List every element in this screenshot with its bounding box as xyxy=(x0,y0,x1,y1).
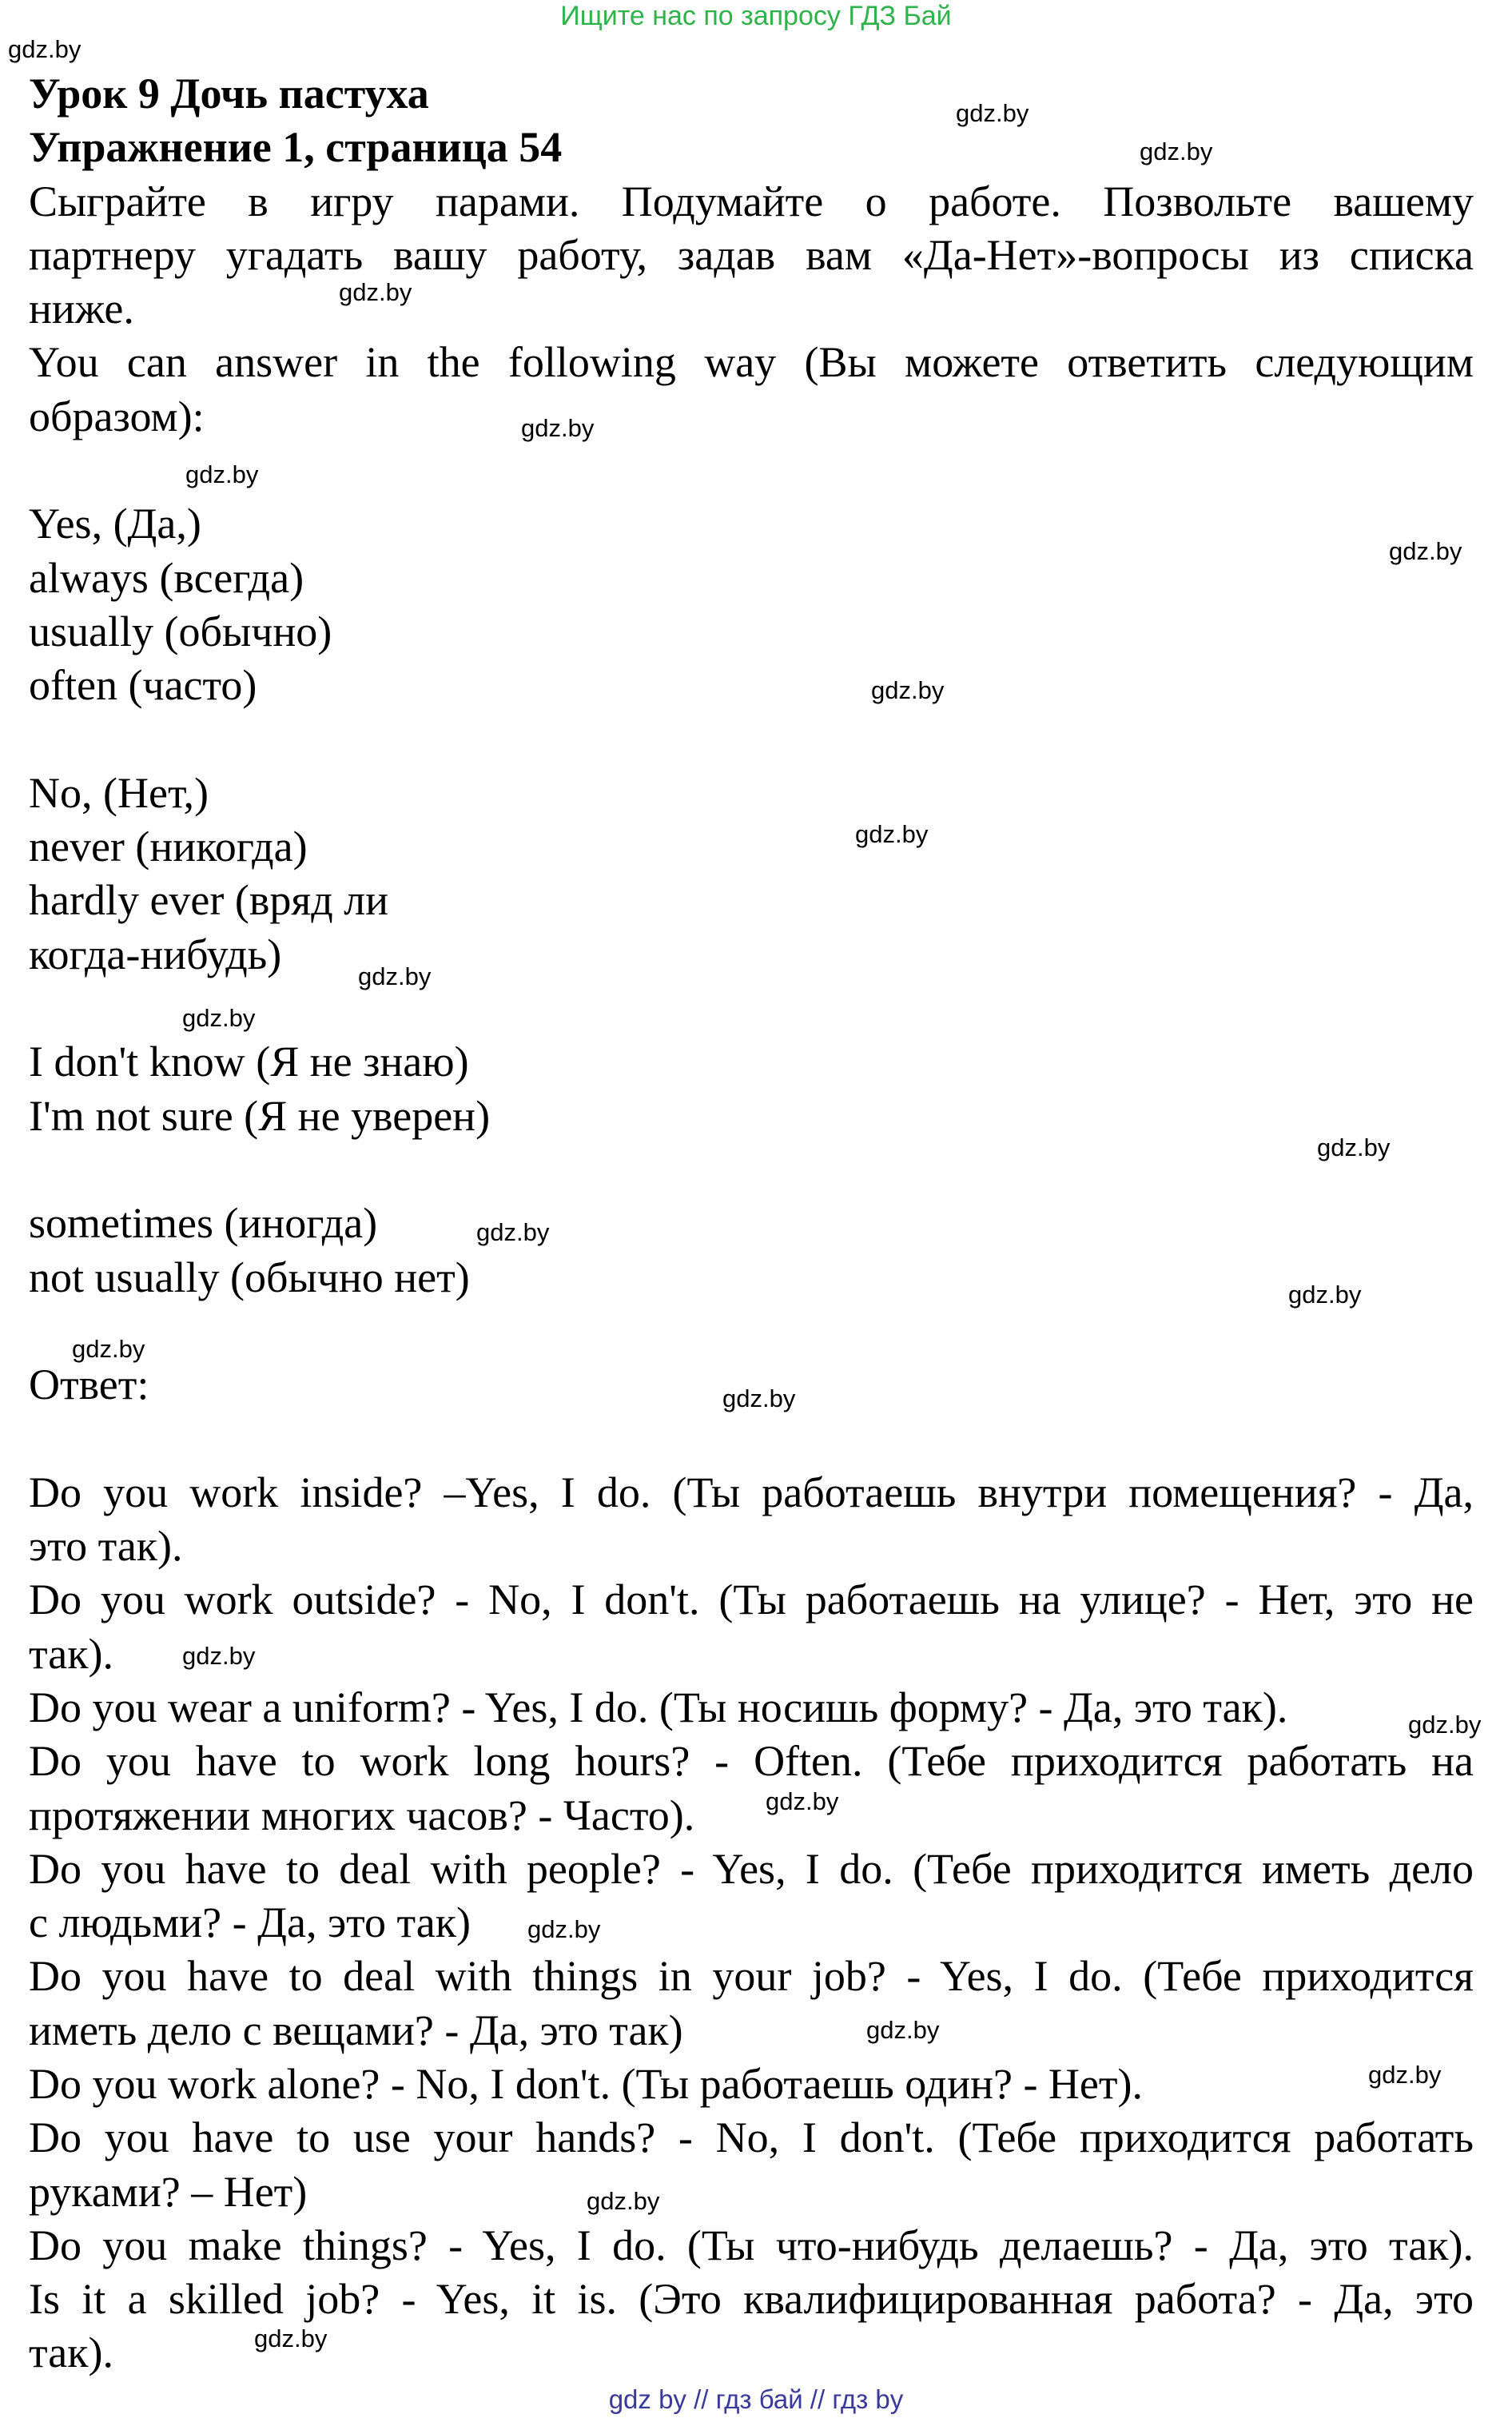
answer-line: Do you work alone? - No, I don't. (Ты работаешь один? - Нет). xyxy=(29,2059,1143,2108)
answer-option: Yes, (Да,) xyxy=(29,500,201,548)
answer-line: так). xyxy=(29,1629,113,1678)
answer-line: с людьми? - Да, это так) xyxy=(29,1898,471,1947)
lesson-title: Урок 9 Дочь пастуха xyxy=(29,70,429,118)
instruction-line: Сыграйте в игру парами. Подумайте о работе. Позвольте вашему xyxy=(29,177,1474,225)
answer-line: Do you have to use your hands? - No, I don't. (Тебе приходится работать xyxy=(29,2113,1474,2162)
answer-line: иметь дело с вещами? - Да, это так) xyxy=(29,2006,683,2054)
watermark-text: gdz.by xyxy=(527,1915,601,1943)
watermark-text: gdz.by xyxy=(72,1335,145,1363)
footer-links: gdz by // гдз бай // гдз by xyxy=(608,2384,904,2414)
answer-option: hardly ever (вряд ли xyxy=(29,876,389,925)
answer-option: I don't know (Я не знаю) xyxy=(29,1038,469,1086)
answer-line: Do you have to deal with things in your job? - Yes, I do. (Тебе приходится xyxy=(29,1952,1474,2001)
watermark-text: gdz.by xyxy=(871,676,945,704)
answer-label: Ответ: xyxy=(29,1360,149,1409)
answer-line: протяжении многих часов? - Часто). xyxy=(29,1791,695,1839)
watermark-text: gdz.by xyxy=(1389,537,1462,565)
watermark-text: gdz.by xyxy=(476,1218,550,1246)
watermark-text: gdz.by xyxy=(956,99,1029,127)
watermark-text: gdz.by xyxy=(8,35,82,63)
answer-line: так). xyxy=(29,2328,113,2377)
watermark-text: gdz.by xyxy=(182,1004,256,1032)
watermark-text: gdz.by xyxy=(722,1384,796,1412)
watermark-text: gdz.by xyxy=(1317,1133,1391,1161)
watermark-text: gdz.by xyxy=(339,278,412,306)
answer-line: это так). xyxy=(29,1522,183,1571)
watermark-text: gdz.by xyxy=(358,962,432,990)
document-body xyxy=(29,67,1474,2380)
exercise-title: Упражнение 1, страница 54 xyxy=(29,123,563,172)
answer-line: Do you make things? - Yes, I do. (Ты что-нибудь делаешь? - Да, это так). xyxy=(29,2221,1474,2269)
answer-line: Do you have to deal with people? - Yes, I do. (Тебе приходится иметь дело xyxy=(29,1844,1474,1893)
watermark-text: gdz.by xyxy=(254,2324,328,2352)
answer-line: Is it a skilled job? - Yes, it is. (Это квалифицированная работа? - Да, это xyxy=(29,2275,1474,2324)
answer-option: not usually (обычно нет) xyxy=(29,1253,470,1301)
watermark-text: gdz.by xyxy=(1408,1711,1482,1739)
watermark-text: gdz.by xyxy=(185,460,259,488)
answer-option: No, (Нет,) xyxy=(29,768,209,817)
answer-option: never (никогда) xyxy=(29,823,308,871)
answer-line: руками? – Нет) xyxy=(29,2167,308,2216)
watermark-text: gdz.by xyxy=(1140,137,1213,165)
instruction-line: You can answer in the following way (Вы можете ответить следующим xyxy=(29,338,1474,387)
answer-line: Do you wear a uniform? - Yes, I do. (Ты носишь форму? - Да, это так). xyxy=(29,1683,1288,1731)
answer-line: Do you have to work long hours? - Often. (Тебе приходится работать на xyxy=(29,1737,1474,1786)
answer-option: когда-нибудь) xyxy=(29,930,282,978)
watermark-text: gdz.by xyxy=(587,2187,660,2215)
watermark-text: gdz.by xyxy=(1288,1281,1362,1309)
watermark-text: gdz.by xyxy=(1368,2061,1442,2089)
watermark-text: gdz.by xyxy=(866,2016,940,2044)
answer-option: always (всегда) xyxy=(29,553,304,602)
instruction-line: образом): xyxy=(29,392,205,440)
search-banner: Ищите нас по запросу ГДЗ Бай xyxy=(560,1,952,31)
watermark-text: gdz.by xyxy=(182,1642,256,1670)
answer-line: Do you work outside? - No, I don't. (Ты работаешь на улице? - Нет, это не xyxy=(29,1576,1474,1624)
watermark-text: gdz.by xyxy=(521,414,595,442)
instruction-line: ниже. xyxy=(29,285,134,333)
answer-line: Do you work inside? –Yes, I do. (Ты работаешь внутри помещения? - Да, xyxy=(29,1468,1474,1516)
answer-option: usually (обычно) xyxy=(29,607,332,655)
watermark-text: gdz.by xyxy=(766,1787,839,1815)
answer-option: I'm not sure (Я не уверен) xyxy=(29,1091,491,1140)
instruction-line: партнеру угадать вашу работу, задав вам «Да-Нет»-вопросы из списка xyxy=(29,230,1474,279)
answer-option: sometimes (иногда) xyxy=(29,1199,378,1248)
answer-option: often (часто) xyxy=(29,661,257,710)
watermark-text: gdz.by xyxy=(855,820,929,848)
